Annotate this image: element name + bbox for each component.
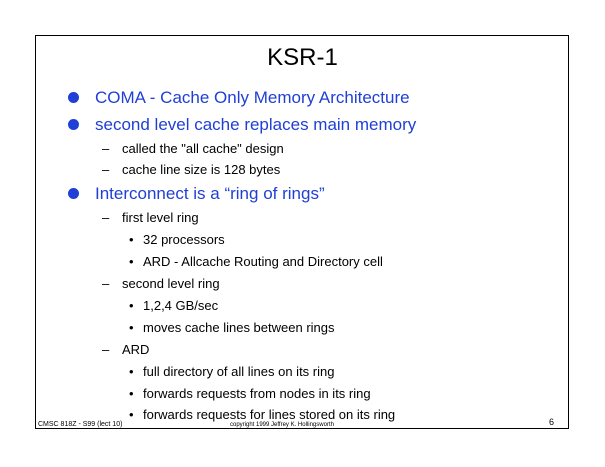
bullet-dot (68, 188, 79, 199)
subitem-first-level-ring: first level ring (122, 210, 199, 225)
dash-marker: – (102, 141, 110, 156)
small-bullet: • (129, 364, 134, 379)
detail-moves-cache-lines: moves cache lines between rings (143, 320, 335, 335)
bullet-second-level-cache: second level cache replaces main memory (95, 115, 417, 134)
small-bullet: • (129, 298, 134, 313)
subitem-all-cache: called the "all cache" design (122, 141, 284, 156)
detail-forwards-from-nodes: forwards requests from nodes in its ring (143, 386, 371, 401)
small-bullet: • (129, 386, 134, 401)
bullet-interconnect: Interconnect is a “ring of rings” (95, 184, 325, 203)
bullet-dot (68, 119, 79, 130)
dash-marker: – (102, 342, 110, 357)
detail-32-processors: 32 processors (143, 232, 225, 247)
dash-marker: – (102, 276, 110, 291)
subitem-ard: ARD (122, 342, 150, 357)
subitem-second-level-ring: second level ring (122, 276, 220, 291)
small-bullet: • (129, 320, 134, 335)
dash-marker: – (102, 162, 110, 177)
page-number: 6 (549, 417, 555, 427)
detail-bandwidth: 1,2,4 GB/sec (143, 298, 219, 313)
slide-title: KSR-1 (267, 44, 338, 71)
dash-marker: – (102, 210, 110, 225)
bullet-dot (68, 92, 79, 103)
detail-full-directory: full directory of all lines on its ring (143, 364, 335, 379)
small-bullet: • (129, 232, 134, 247)
subitem-line-size: cache line size is 128 bytes (122, 162, 281, 177)
footer-course: CMSC 818Z - S99 (lect 10) (38, 421, 123, 428)
detail-forwards-for-lines: forwards requests for lines stored on its ring (143, 407, 396, 422)
footer-copyright: copyright 1999 Jeffrey K. Hollingsworth (230, 422, 334, 428)
small-bullet: • (129, 407, 134, 422)
small-bullet: • (129, 254, 134, 269)
bullet-coma: COMA - Cache Only Memory Architecture (95, 88, 410, 107)
detail-ard-cell: ARD - Allcache Routing and Directory cell (143, 254, 383, 269)
